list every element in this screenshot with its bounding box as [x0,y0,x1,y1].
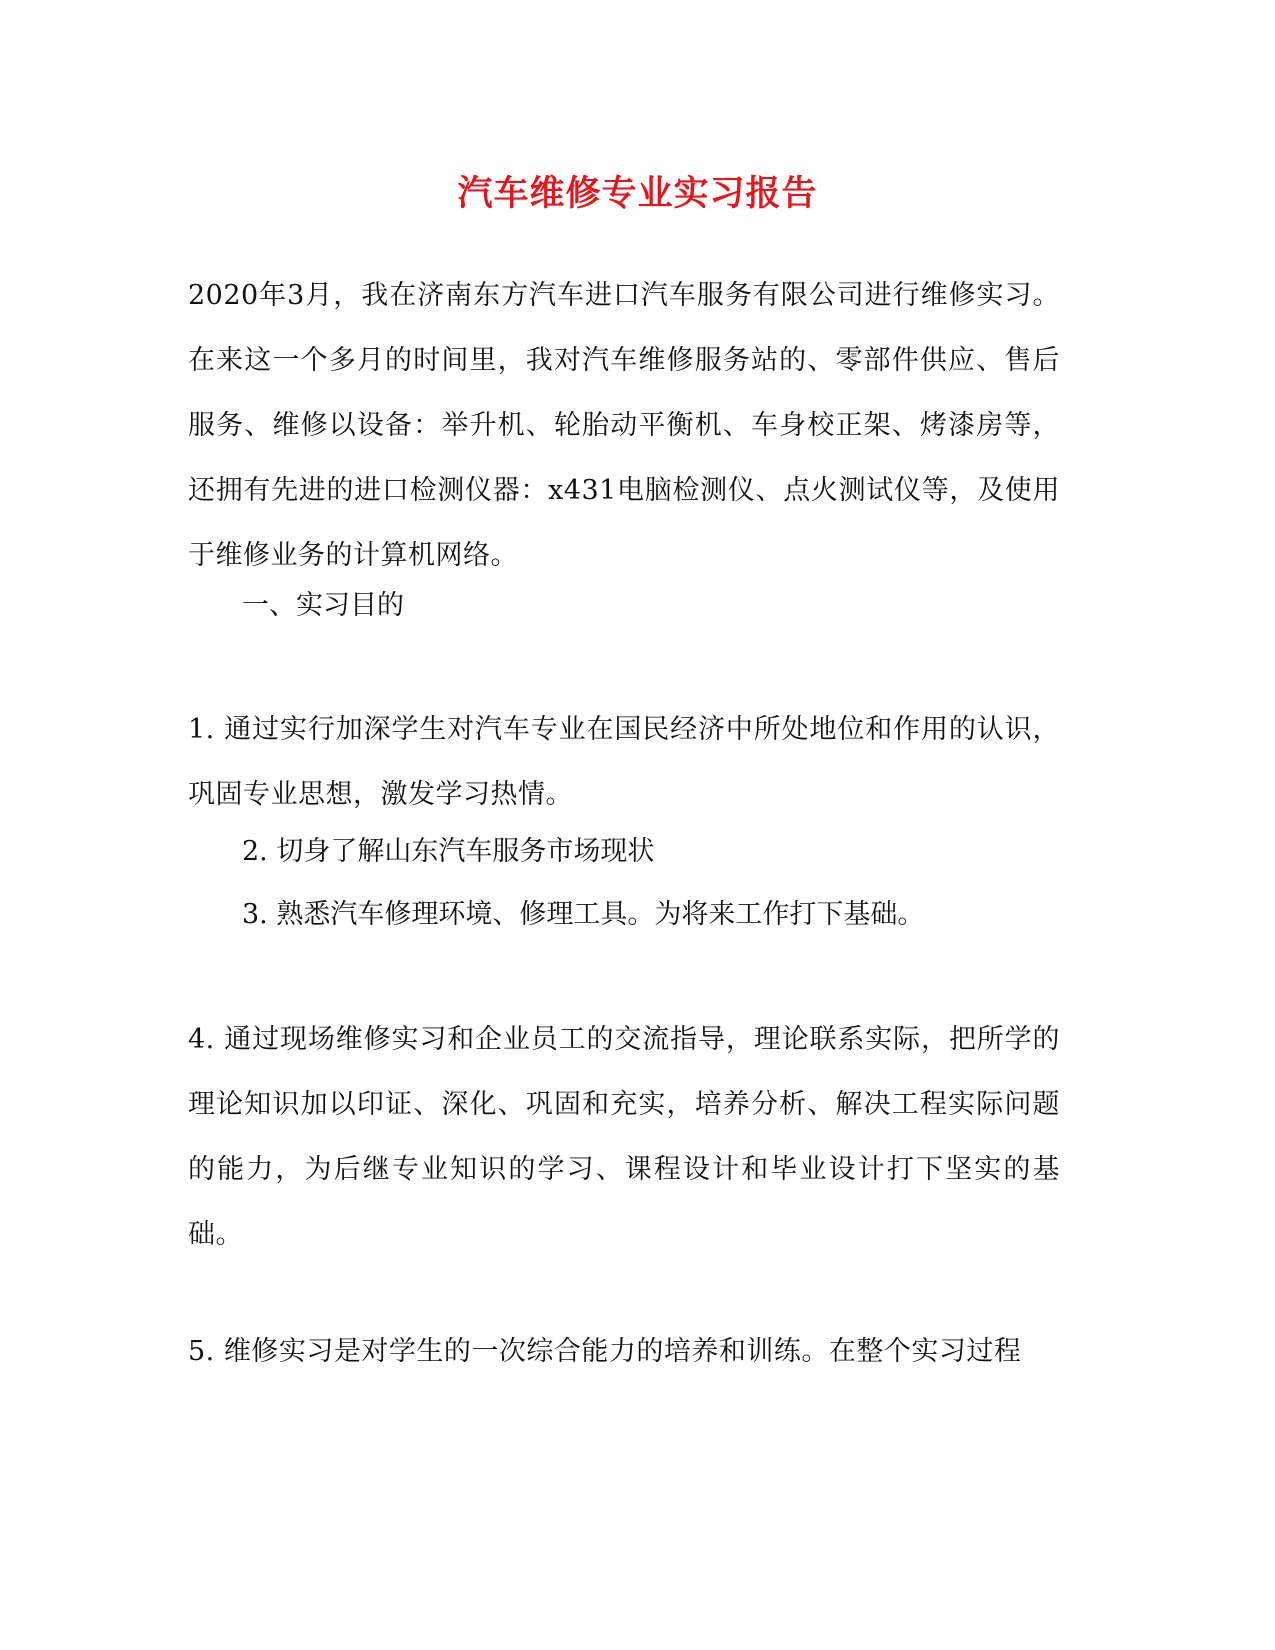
document-title: 汽车维修专业实习报告 [457,173,818,214]
list-item-5: 5. 维修实习是对学生的一次综合能力的培养和训练。在整个实习过程 [188,1336,1022,1367]
list-item-2: 2. 切身了解山东汽车服务市场现状 [242,836,655,867]
list-item-3: 3. 熟悉汽车修理环境、修理工具。为将来工作打下基础。 [242,899,925,930]
intro-paragraph: 2020年3月，我在济南东方汽车进口汽车服务有限公司进行维修实习。在来这一个多月的时间里，我对汽车维修服务站的、零部件供应、售后服务、维修以设备：举升机、轮胎动平衡机、车身校正架、烤漆房等，还拥有先进的进口检测仪器：x431电脑检测仪、点火测试仪等，及使用于维修业务的计算机网络。 [188,280,1060,571]
section-heading: 一、实习目的 [242,590,404,621]
list-item-1: 1. 通过实行加深学生对汽车专业在国民经济中所处地位和作用的认识，巩固专业思想，激发学习热情。 [188,714,1060,810]
list-item-4: 4. 通过现场维修实习和企业员工的交流指导，理论联系实际，把所学的理论知识加以印证、深化、巩固和充实，培养分析、解决工程实际问题的能力，为后继专业知识的学习、课程设计和毕业设计打下坚实的基础。 [188,1024,1060,1250]
